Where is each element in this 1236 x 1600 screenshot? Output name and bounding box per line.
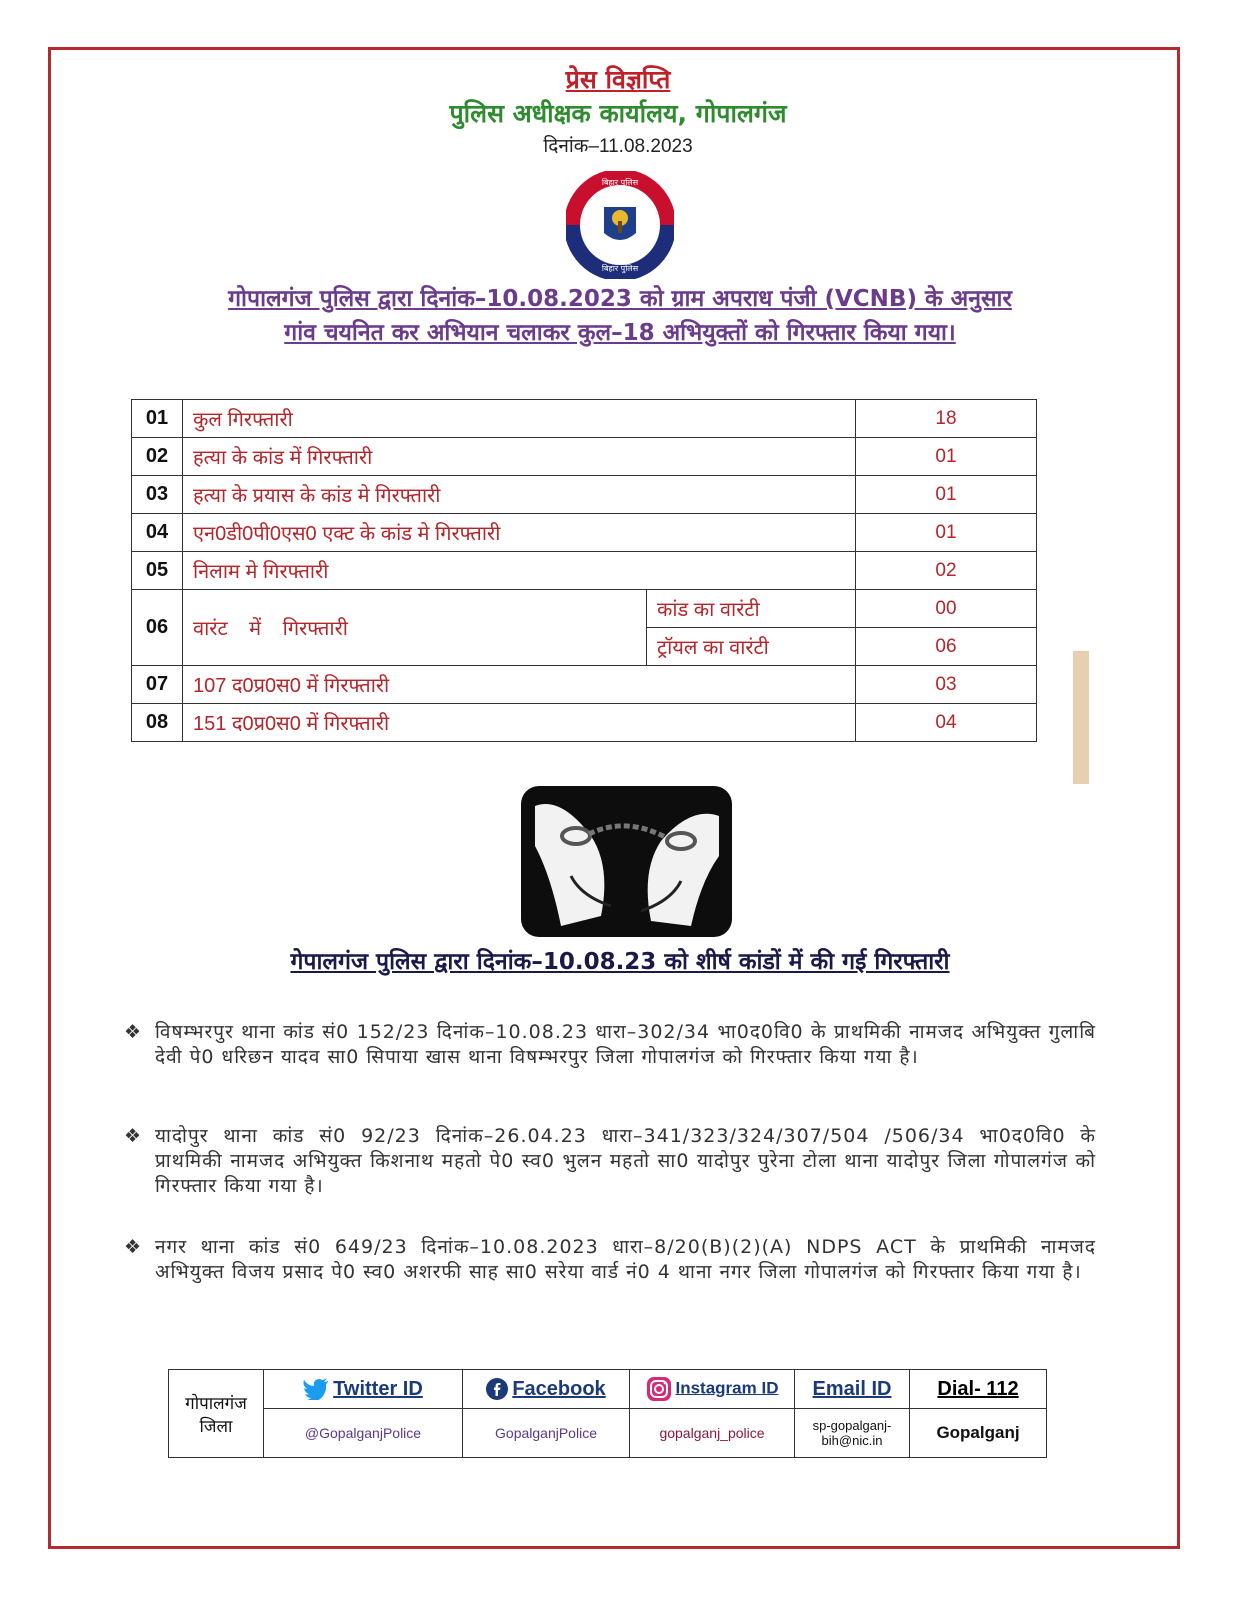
office-title: पुलिस अधीक्षक कार्यालय, गोपालगंज: [449, 99, 787, 128]
bihar-police-logo: [566, 171, 674, 279]
row-label: कुल गिरफ्तारी: [183, 400, 856, 438]
case-text: नगर थाना कांड सं0 649/23 दिनांक–10.08.2023 धारा–8/20(B)(2)(A) NDPS ACT के प्राथमिकी नामजद अभियुक्त विजय प्रसाद पे0 स्व0 अशरफी साह सा0 सरेया वार्ड नं0 4 थाना नगर जिला गोपालगंज को गिरफ्तार किया गया है।: [155, 1236, 1096, 1283]
instagram-label: Instagram ID: [675, 1378, 779, 1398]
warrant-sub-label: ट्रॉयल का वारंटी: [647, 628, 856, 666]
row-number: 08: [132, 704, 183, 742]
dial-label: Dial- 112: [937, 1377, 1019, 1400]
row-number: 03: [132, 476, 183, 514]
bullet-icon: ❖: [124, 1021, 143, 1043]
top-cases-heading: गेपालगंज पुलिस द्वारा दिनांक–10.08.23 को शीर्ष कांडों में की गई गिरफ्तारी: [290, 949, 950, 975]
row-number: 06: [132, 590, 183, 666]
arrest-stats-table: [131, 399, 1037, 742]
headline-line-1: गोपालगंज पुलिस द्वारा दिनांक–10.08.2023 को ग्राम अपराध पंजी (VCNB) के अनुसार: [228, 286, 1012, 312]
row-value: 00: [856, 590, 1037, 628]
twitter-label: Twitter ID: [333, 1377, 423, 1400]
facebook-icon: [486, 1378, 508, 1400]
row-label: एन0डी0पी0एस0 एक्ट के कांड मे गिरफ्तारी: [183, 514, 856, 552]
instagram-header[interactable]: [630, 1370, 795, 1409]
email-header: [795, 1370, 910, 1409]
row-value: 03: [856, 666, 1037, 704]
facebook-label: Facebook: [512, 1377, 606, 1400]
table-row: [132, 514, 1037, 552]
case-bullet: [124, 1124, 1096, 1199]
row-value: 06: [856, 628, 1037, 666]
row-number: 02: [132, 438, 183, 476]
twitter-icon: [303, 1378, 329, 1400]
row-number: 05: [132, 552, 183, 590]
email-address[interactable]: sp-gopalganj-bih@nic.in: [795, 1409, 910, 1458]
case-text: यादोपुर थाना कांड सं0 92/23 दिनांक–26.04.23 धारा–341/323/324/307/504 /506/34 भा0द0वि0 के प्राथमिकी नामजद अभियुक्त किशनाथ महतो पे0 स्व0 भुलन महतो सा0 यादोपुर पुरेना टोला थाना यादोपुर जिला गोपालगंज को गिरफ्तार किया गया है।: [155, 1125, 1096, 1197]
row-value: 04: [856, 704, 1037, 742]
district-line-2: जिला: [199, 1416, 233, 1436]
headline-line-2: गांव चयनित कर अभियान चलाकर कुल–18 अभियुक्तों को गिरफ्तार किया गया।: [284, 320, 956, 346]
bullet-icon: ❖: [124, 1125, 143, 1147]
row-number: 07: [132, 666, 183, 704]
handcuffs-image: [521, 786, 732, 937]
table-row: [132, 704, 1037, 742]
row-number: 04: [132, 514, 183, 552]
facebook-header[interactable]: [463, 1370, 630, 1409]
row-value: 01: [856, 438, 1037, 476]
row-label: 107 द0प्र0स0 में गिरफ्तारी: [183, 666, 856, 704]
row-number: 01: [132, 400, 183, 438]
row-label: निलाम मे गिरफ्तारी: [183, 552, 856, 590]
table-row: [132, 666, 1037, 704]
case-bullet: [124, 1235, 1096, 1285]
facebook-handle[interactable]: GopalganjPolice: [463, 1409, 630, 1458]
press-release-title: प्रेस विज्ञप्ति: [565, 65, 671, 94]
row-value: 18: [856, 400, 1037, 438]
twitter-handle[interactable]: @GopalganjPolice: [264, 1409, 463, 1458]
logo-text-top: बिहार पुलिस: [601, 178, 639, 187]
row-value: 01: [856, 514, 1037, 552]
warrant-label: वारंट में गिरफ्तारी: [183, 590, 647, 666]
row-label: 151 द0प्र0स0 में गिरफ्तारी: [183, 704, 856, 742]
district-cell: [169, 1370, 264, 1458]
table-row: [132, 476, 1037, 514]
email-label: Email ID: [812, 1377, 892, 1400]
instagram-handle[interactable]: gopalganj_police: [630, 1409, 795, 1458]
case-text: विषम्भरपुर थाना कांड सं0 152/23 दिनांक–10.08.23 धारा–302/34 भा0द0वि0 के प्राथमिकी नामजद अभियुक्त गुलाबि देवी पे0 धरिछन यादव सा0 सिपाया खास थाना विषम्भरपुर जिला गोपालगंज को गिरफ्तार किया गया है।: [155, 1021, 1096, 1068]
row-value: 02: [856, 552, 1037, 590]
table-row: [132, 438, 1037, 476]
release-date: दिनांक–11.08.2023: [543, 136, 693, 157]
table-row: [132, 552, 1037, 590]
instagram-icon: [646, 1376, 672, 1402]
row-label: हत्या के प्रयास के कांड मे गिरफ्तारी: [183, 476, 856, 514]
social-media-table: [168, 1369, 1047, 1458]
table-row: [132, 400, 1037, 438]
row-label: हत्या के कांड में गिरफ्तारी: [183, 438, 856, 476]
side-decoration-bar: [1073, 651, 1089, 784]
row-value: 01: [856, 476, 1037, 514]
district-line-1: गोपालगंज: [185, 1393, 247, 1413]
dial-header: [910, 1370, 1047, 1409]
case-bullet: [124, 1020, 1096, 1070]
dial-location: Gopalganj: [910, 1409, 1047, 1458]
logo-text-bottom: बिहार पुलिस: [601, 264, 639, 273]
twitter-header[interactable]: [264, 1370, 463, 1409]
warrant-sub-label: कांड का वारंटी: [647, 590, 856, 628]
table-row: [132, 590, 1037, 628]
bullet-icon: ❖: [124, 1236, 143, 1258]
